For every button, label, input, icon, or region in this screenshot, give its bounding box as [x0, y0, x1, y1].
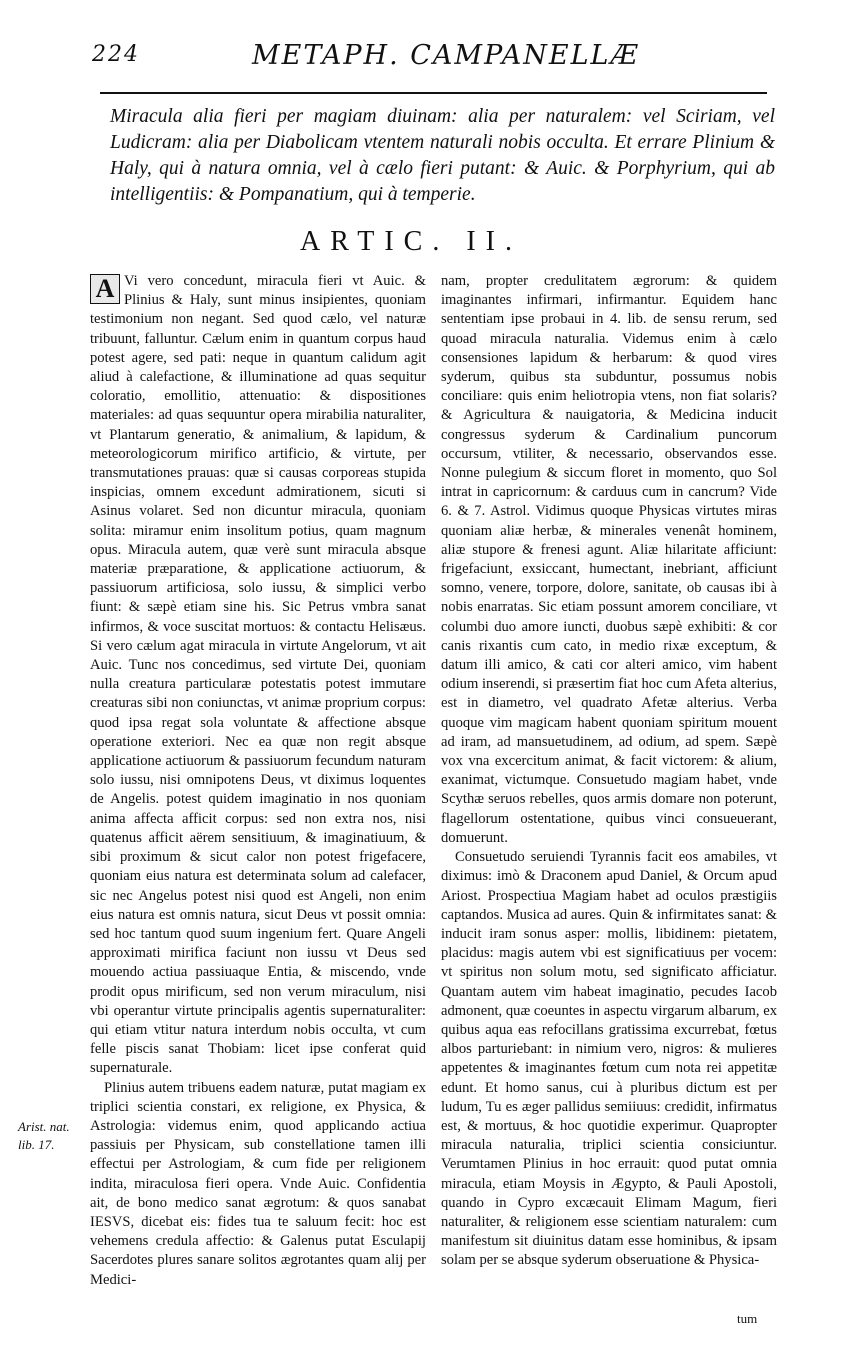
marginal-note: Arist. nat. lib. 17. — [18, 1119, 70, 1152]
running-title: METAPH. CAMPANELLÆ — [252, 40, 640, 71]
paragraph — [90, 272, 426, 1079]
header-rule — [100, 92, 767, 94]
running-header — [92, 40, 772, 80]
paragraph-text: Vi vero concedunt, miracula fieri vt Auic. & Plinius & Haly, sunt minus insipientes, quoniam testimonium non negant. Sed quod cælo, vel naturæ tribuunt, falluntur. Cælum enim in quantum corpus haud potest agere, sed pati: neque in quantum calidum agit aliud à calefactione, & illuminatione ad quas sequitur coloratio, emollitio, attenuatio: & dispositiones materiales: ad quas sequuntur opera mirabilia naturaliter, vt Plantarum generatio, & animalium, & lapidum, & meteorologicorum mirifico artificio, & virtute, per transmutationes prauas: quæ si causas corporeas stupida inspicias, omnem excedunt admirationem, sicuti si Asinus volaret. Sed non dicuntur miracula, quoniam solita: miramur enim insolitum potius, quam magnum opus. Miracula autem, quæ verè sunt miracula absque materiæ præparatione, & applicatione actiuorum, & passiuorum artificiosa, solo iussu, & simplici verbo fiunt: & sæpè etiam sine his. Sic Petrus vmbra sanat infirmos, & voce suscitat mortuos: & contactu Helisæus. Si vero cælum agat miracula in virtute Angelorum, vt ait Auic. Tunc nos concedimus, sed virtute Dei, quoniam nulla creatura particularæ potestatis potest immutare creaturas sibi non coniunctas, vt animæ proprium corpus: quod ipsa regat sola voluntate & affectione absque operatione exteriori. Nec ea quæ non regit absque applicatione actiuorum & passiuorum fecundum naturam solo iussu, nisi omnipotens Deus, vt diximus loquentes de Angelis. potest quidem imaginatio in nos quoniam anima affecta afficit corpus: sed non extra nos, nisi quatenus afficit aërem sensitiuum, & imaginatiuum, & sibi proximum & sicut calor non potest frigefacere, quoniam eius natura est determinata solum ad calefacer, sic nec Angelus potest nisi quod est Angeli, non enim eius natura est omnis natura, sicut Deus vt possit omnia: sed hoc tantum quod suum ingenium fert. Quare Angeli approximati mirifica faciunt non iussu vt Deus sed mouendo actiua passiuaque Entia, & miscendo, vnde prodit opus mirificum, sed non verum miraculum, nisi vbi operantur virtute principalis agentis supernaturaliter: qui etiam vtitur natura interdum nobis occulta, vt cum felle piscis sanat Thobiam: licet ipse conferat quid supernaturale. — [90, 273, 426, 1077]
left-column — [90, 272, 426, 1290]
paragraph: Consuetudo seruiendi Tyrannis facit eos amabiles, vt diximus: imò & Draconem apud Daniel, & Orcum apud Ariost. Prospectiua Magiam habet ad oculos præstigiis captandos. Musica ad aures. Quin & infirmitates sanat: & inducit iram sonus asper: mollis, libidinem: pietatem, placidus: magis autem vbi est significatiuus per vocem: vt spiritus non solum motu, sed significato afficiatur. Quantam autem vim habeat imaginatio, pecudes Iacob admonent, quæ coeuntes in aspectu virgarum albarum, ex quibus aqua eas refocillans gratissima excurrebat, fœtus albos parturiebant: in nimium vero, nigros: & mulieres appetentes & imaginantes fœtum cum nota rei appetitæ edunt. Et homo sanus, cui à pluribus dictum est per ludum, Tu es æger pallidus semiiuus: credidit, infirmatus est, & mortuus, & hoc quotidie experimur. Quapropter miracula naturalia, triplici scientia consiciuntur. Verumtamen Plinius in hoc errauit: quod putat omnia miracula, etiam Moysis in Ægypto, & Pauli Apostoli, quando in Cypro excæcauit Elimam Magum, fieri naturaliter, & religionem esse scientiam naturalem: cum manifestum sit diuinitus datam esse hominibus, & ipsam solam per se absque syderum obseruatione & Physica- — [441, 849, 777, 1269]
catchword: tum — [737, 1311, 758, 1326]
paragraph: nam, propter credulitatem ægrorum: & quidem imaginantes infirmari, infirmantur. Equidem hanc sententiam ipse probaui in 4. lib. de sensu rerum, sed quoad miracula naturalia. Videmus enim à cælo consensiones lapidum & herbarum: & quod vires syderum, quibus sta subduntur, possumus nobis conciliare: quis enim heliotropia vtens, non fiat solaris? & Agricultura & nauigatoria, & Medicina inducit congressus syderum & Cardinalium puncorum occursum, vtiliter, & necessario, observandos esse. Nonne pulegium & siccum floret in momento, quo Sol intrat in capricornum: & carduus cum in cancrum? Vide 6. & 7. Astrol. Vidimus quoque Physicas virtutes miras quoniam aliæ herbæ, & minerales venenât hominem, aliæ stupore & frenesi agunt. Aliæ hilaritate afficiunt: frigefaciunt, exsiccant, humectant, inebriant, afficiunt somno, venere, torpore, dolore, sanitate, ob causas ibi à nobis enarratas. Sic etiam possunt amorem conciliare, vt columbi duo amore iuncti, duobus sæpè exhibiti: & cor canis rixantis cum cato, in medio rixæ exceptum, & datum illi amico, & cati cor alteri amico, vim habent odium inserendi, si præsertim fiat hoc cum Afeta alterius, est in diametro, vel quadrato Afetæ alterius. Verba quoque vim magicam habent quoniam spiritum mouent ad iram, ad mansuetudinem, ad odium, ad spem. Sæpè vox vna excercitum animat, & facit victorem: & alium, exanimat, victumque. Consuetudo magiam habet, vnde Scythæ seruos rebelles, quos armis domare non poterunt, flagellorum ostentatione, quibus vinci consueuerant, domuerunt. — [441, 273, 777, 846]
page-number: 224 — [92, 42, 140, 67]
dropcap-initial: A — [90, 274, 120, 304]
article-summary: Miracula alia fieri per magiam diuinam: alia per naturalem: vel Sciriam, vel Ludicram: alia per Diabolicam vtentem naturali nobis occulta. Et errare Plinium & Haly, qui à natura omnia, vel à cælo fieri putant: & Auic. & Porphyrium, qui ab intelligentiis: & Pompanatium, qui à temperie. — [110, 106, 775, 205]
article-heading: ARTIC. II. — [300, 226, 522, 257]
paragraph: Plinius autem tribuens eadem naturæ, putat magiam ex triplici scientia constari, ex religione, ex Physica, & Astrologia: videmus enim, quod applicando actiua passiuis per Physicam, sub constellatione tamen illi effectui per Astrologiam, & cum fide per religionem indita, miraculosa fieri opera. Vnde Auic. Confidentia ait, de bono medico sanat ægrotum: & quos sanabat IESVS, dicebat eis: fides tua te saluum fecit: hoc est vehemens credula affectio: & Galenus putat Esculapij Sacerdotes plures sanare solitos ægrotantes quam alij per Medici- — [90, 1079, 426, 1288]
right-column — [441, 272, 777, 1271]
